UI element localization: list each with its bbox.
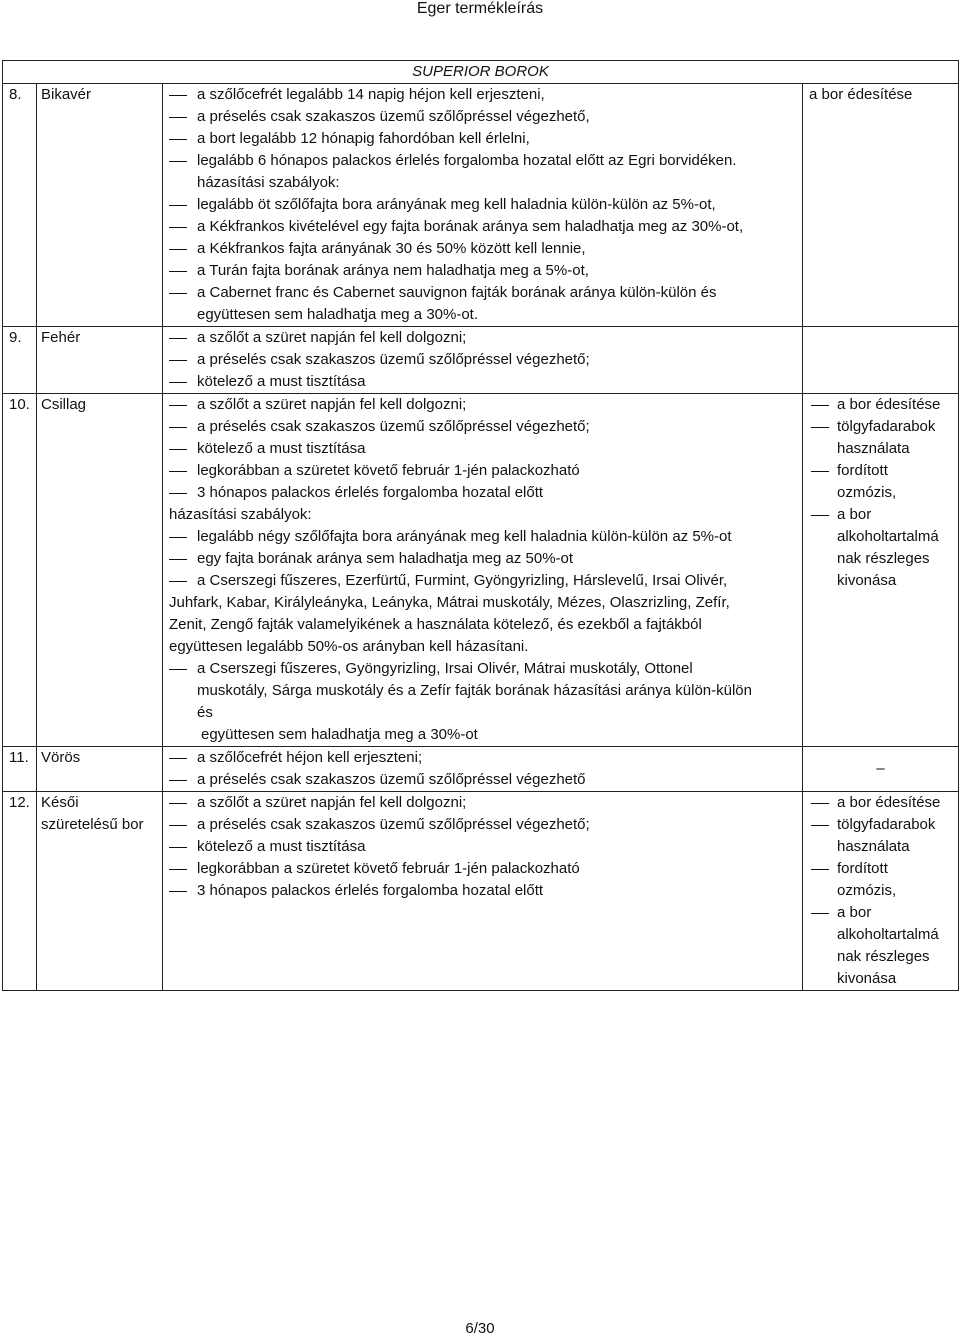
rules-cell (163, 792, 803, 991)
table-row (3, 747, 959, 792)
blend-continuation: együttesen legalább 50%-os arányban kell házasítani. (169, 638, 529, 655)
blend-line: a Cserszegi fűszeres, Gyöngyrizling, Irsai Olivér, Mátrai muskotály, Ottonel (163, 658, 802, 680)
sweetening-item: fordított (803, 460, 958, 482)
row-number: 11. (3, 747, 37, 792)
rule-line: kötelező a must tisztítása (163, 371, 802, 393)
rule-line: legkorábban a szüretet követő február 1-jén palackozható (163, 858, 802, 880)
table-row (3, 394, 959, 747)
sweetening-cell (803, 747, 959, 792)
sweetening-item: nak részleges (837, 948, 930, 965)
sweetening-item: a bor édesítése (803, 792, 958, 814)
sweetening-item: használata (837, 838, 910, 855)
section-title: SUPERIOR BOROK (412, 63, 549, 80)
blend-rules-title: házasítási szabályok: (197, 174, 340, 191)
sweetening-cell (803, 327, 959, 394)
row-number: 9. (3, 327, 37, 394)
table-row (3, 792, 959, 991)
rules-cell (163, 84, 803, 327)
rule-line: a szőlőcefrét héjon kell erjeszteni; (163, 747, 802, 769)
rule-line: kötelező a must tisztítása (163, 836, 802, 858)
rule-line: legkorábban a szüretet követő február 1-jén palackozható (163, 460, 802, 482)
sweetening-cell (803, 84, 959, 327)
wine-name-line: Késői (41, 794, 79, 811)
sweetening-item: alkoholtartalmá (837, 926, 939, 943)
blend-line: a Cserszegi fűszeres, Ezerfürtű, Furmint, Gyöngyrizling, Hárslevelű, Irsai Olivér, (163, 570, 802, 592)
wine-name: Bikavér (37, 84, 163, 327)
rule-line: a szőlőt a szüret napján fel kell dolgozni; (163, 394, 802, 416)
blend-line: együttesen sem haladhatja meg a 30%-ot. (197, 306, 479, 323)
wine-name: Vörös (37, 747, 163, 792)
rule-line: 3 hónapos palackos érlelés forgalomba hozatal előtt (163, 482, 802, 504)
sweetening-item: ozmózis, (837, 882, 897, 899)
row-number: 12. (3, 792, 37, 991)
wine-name (37, 792, 163, 991)
blend-line: a Kékfrankos kivételével egy fajta borának aránya sem haladhatja meg az 30%-ot, (163, 216, 802, 238)
table-row (3, 84, 959, 327)
rules-cell (163, 394, 803, 747)
sweetening-item: fordított (803, 858, 958, 880)
sweetening-text: a bor édesítése (809, 86, 913, 103)
row-number: 10. (3, 394, 37, 747)
sweetening-none: – (876, 760, 885, 777)
row-number: 8. (3, 84, 37, 327)
sweetening-item: a bor (803, 902, 958, 924)
section-title-row (3, 61, 959, 84)
sweetening-item: kivonása (837, 970, 897, 987)
blend-line: a Cabernet franc és Cabernet sauvignon fajták borának aránya külön-külön és (163, 282, 802, 304)
rule-line: a bort legalább 12 hónapig fahordóban kell érlelni, (163, 128, 802, 150)
rule-line: a szőlőcefrét legalább 14 napig héjon kell erjeszteni, (163, 84, 802, 106)
rule-line: kötelező a must tisztítása (163, 438, 802, 460)
sweetening-item: tölgyfadarabok (803, 814, 958, 836)
sweetening-cell (803, 792, 959, 991)
rules-cell (163, 747, 803, 792)
table-row (3, 327, 959, 394)
sweetening-item: használata (837, 440, 910, 457)
sweetening-item: nak részleges (837, 550, 930, 567)
wine-name: Csillag (37, 394, 163, 747)
wine-spec-table (2, 60, 959, 991)
rule-line: a préselés csak szakaszos üzemű szőlőpréssel végezhető (163, 769, 802, 791)
blend-line: és (197, 704, 213, 721)
blend-line: a Turán fajta borának aránya nem haladhatja meg a 5%-ot, (163, 260, 802, 282)
sweetening-item: kivonása (837, 572, 897, 589)
rule-line: a szőlőt a szüret napján fel kell dolgozni; (163, 327, 802, 349)
sweetening-item: a bor (803, 504, 958, 526)
page-header: Eger termékleírás (416, 0, 544, 17)
rule-line: a préselés csak szakaszos üzemű szőlőpréssel végezhető; (163, 814, 802, 836)
wine-name: Fehér (37, 327, 163, 394)
blend-line: a Kékfrankos fajta arányának 30 és 50% között kell lennie, (163, 238, 802, 260)
page-number: 6/30 (465, 1320, 495, 1337)
sweetening-item: ozmózis, (837, 484, 897, 501)
blend-line: legalább négy szőlőfajta bora arányának meg kell haladnia külön-külön az 5%-ot (163, 526, 802, 548)
rule-line: legalább 6 hónapos palackos érlelés forgalomba hozatal előtt az Egri borvidéken. (163, 150, 802, 172)
rule-line: a préselés csak szakaszos üzemű szőlőpréssel végezhető; (163, 349, 802, 371)
sweetening-item: tölgyfadarabok (803, 416, 958, 438)
rule-line: a préselés csak szakaszos üzemű szőlőpréssel végezhető, (163, 106, 802, 128)
blend-rules-title: házasítási szabályok: (169, 506, 312, 523)
sweetening-item: alkoholtartalmá (837, 528, 939, 545)
sweetening-item: a bor édesítése (803, 394, 958, 416)
rule-line: 3 hónapos palackos érlelés forgalomba hozatal előtt (163, 880, 802, 902)
blend-continuation: Zenit, Zengő fajták valamelyikének a használata kötelező, és ezekből a fajtákból (169, 616, 702, 633)
sweetening-cell (803, 394, 959, 747)
rules-cell (163, 327, 803, 394)
blend-line: legalább öt szőlőfajta bora arányának meg kell haladnia külön-külön az 5%-ot, (163, 194, 802, 216)
rule-line: a préselés csak szakaszos üzemű szőlőpréssel végezhető; (163, 416, 802, 438)
blend-line: egy fajta borának aránya sem haladhatja meg az 50%-ot (163, 548, 802, 570)
blend-line: muskotály, Sárga muskotály és a Zefír fajták borának házasítási aránya külön-külön (197, 682, 752, 699)
rule-line: a szőlőt a szüret napján fel kell dolgozni; (163, 792, 802, 814)
blend-continuation: Juhfark, Kabar, Királyleányka, Leányka, Mátrai muskotály, Mézes, Olaszrizling, Zefír, (169, 594, 730, 611)
blend-line: együttesen sem haladhatja meg a 30%-ot (201, 726, 478, 743)
wine-name-line: szüretelésű bor (41, 816, 144, 833)
